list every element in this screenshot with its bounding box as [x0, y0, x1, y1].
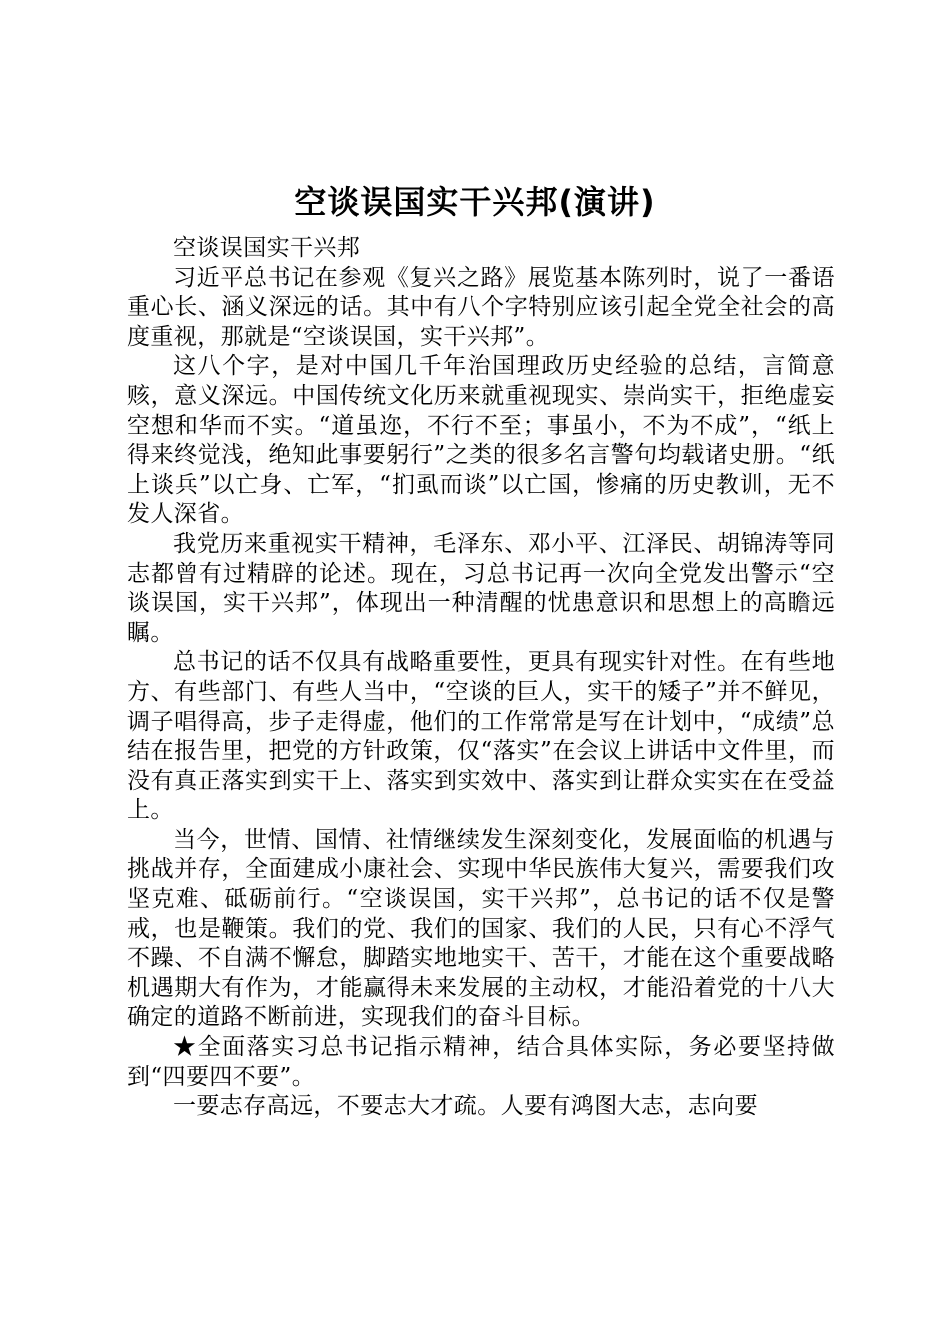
paragraph: 当今，世情、国情、社情继续发生深刻变化，发展面临的机遇与挑战并存，全面建成小康社会、实现中华民族伟大复兴，需要我们攻坚克难、砥砺前行。“空谈误国，实干兴邦”，总书记的话不仅是警戒，也是鞭策。我们的党、我们的国家、我们的人民，只有心不浮气不躁、不自满不懈怠，脚踏实地地实干、苦干，才能在这个重要战略机遇期大有作为，才能赢得未来发展的主动权，才能沿着党的十八大确定的道路不断前进，实现我们的奋斗目标。: [127, 826, 835, 1031]
paragraph: ★全面落实习总书记指示精神，结合具体实际，务必要坚持做到“四要四不要”。: [127, 1034, 835, 1090]
document-title: 空谈误国实干兴邦(演讲): [294, 183, 656, 221]
paragraph: 习近平总书记在参观《复兴之路》展览基本陈列时，说了一番语重心长、涵义深远的话。其中有八个字特别应该引起全党全社会的高度重视，那就是“空谈误国，实干兴邦”。: [127, 264, 835, 350]
paragraph-subtitle: 空谈误国实干兴邦: [173, 235, 361, 261]
paragraph: 一要志存高远，不要志大才疏。人要有鸿图大志，志向要: [173, 1093, 758, 1120]
document-body: [127, 234, 835, 1122]
paragraph: 总书记的话不仅具有战略重要性，更具有现实针对性。在有些地方、有些部门、有些人当中，“空谈的巨人，实干的矮子”并不鲜见，调子唱得高，步子走得虚，他们的工作常常是写在计划中，“成绩”总结在报告里，把党的方针政策，仅“落实”在会议上讲话中文件里，而没有真正落实到实干上、落实到实效中、落实到让群众实实在在受益上。: [127, 649, 835, 824]
paragraph: 我党历来重视实干精神，毛泽东、邓小平、江泽民、胡锦涛等同志都曾有过精辟的论述。现在，习总书记再一次向全党发出警示“空谈误国，实干兴邦”，体现出一种清醒的忧患意识和思想上的高瞻远瞩。: [127, 530, 835, 646]
paragraph: 这八个字，是对中国几千年治国理政历史经验的总结，言简意赅，意义深远。中国传统文化历来就重视现实、崇尚实干，拒绝虚妄空想和华而不实。“道虽迩，不行不至；事虽小，不为不成”，“纸上得来终觉浅，绝知此事要躬行”之类的很多名言警句均载诸史册。“纸上谈兵”以亡身、亡军，“扪虱而谈”以亡国，惨痛的历史教训，无不发人深省。: [127, 353, 835, 528]
